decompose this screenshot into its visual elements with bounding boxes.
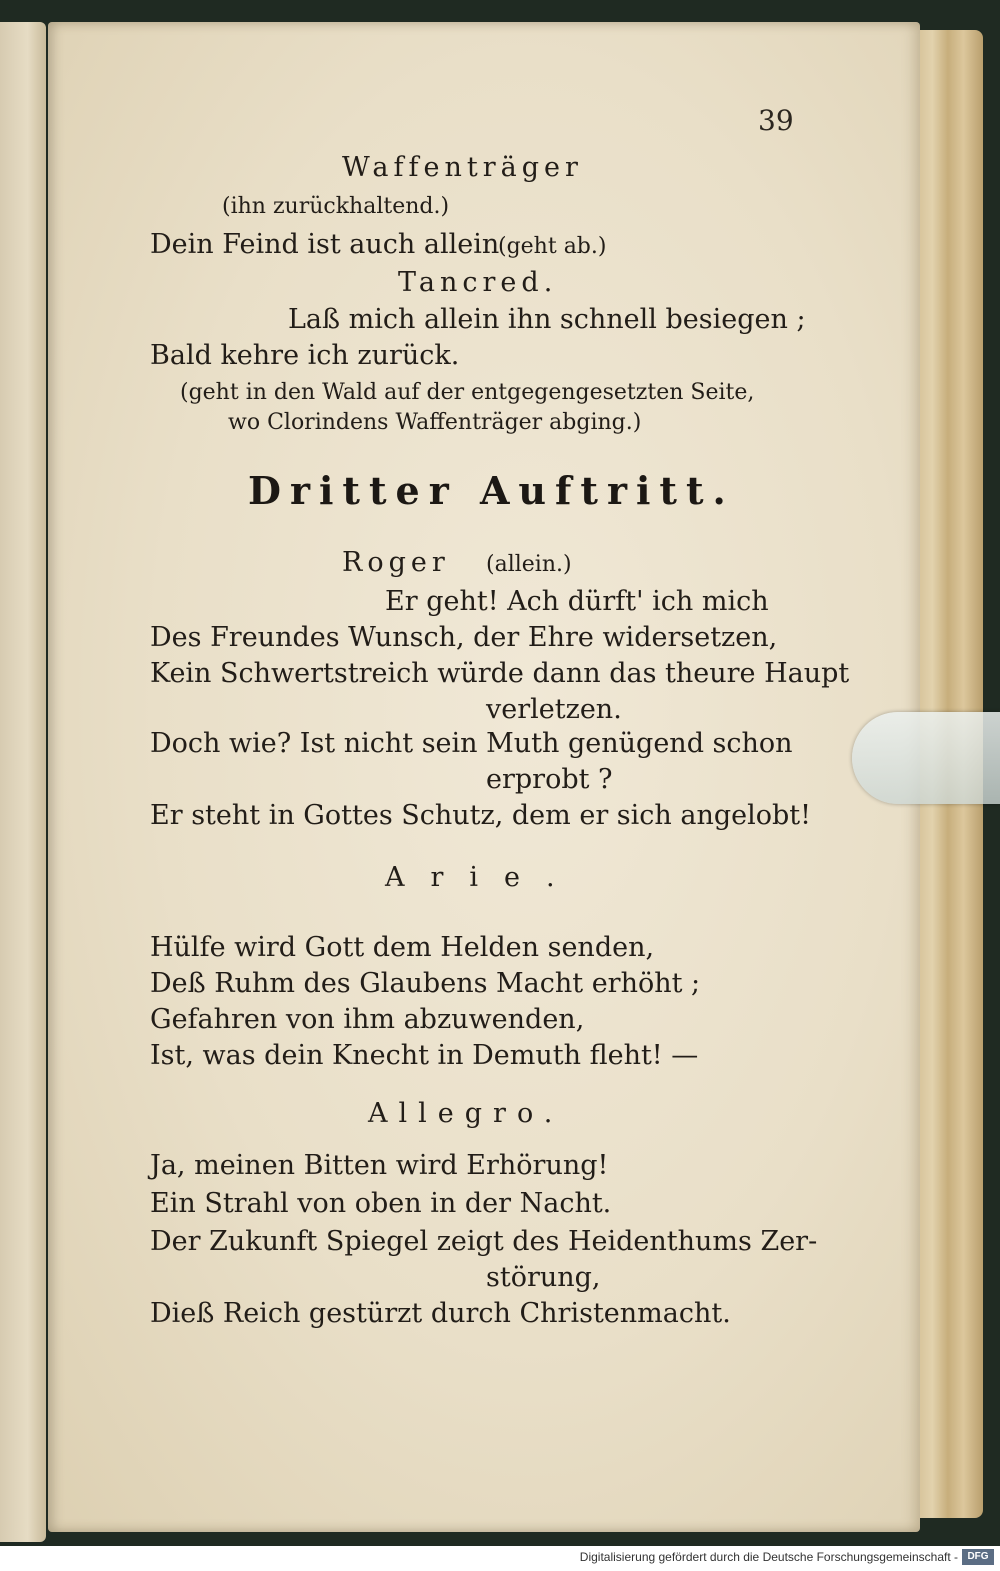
- heading-allegro: Allegro.: [368, 1098, 564, 1129]
- verse-lass-mich: Laß mich allein ihn schnell besiegen ;: [288, 304, 806, 335]
- verse-gefahren: Gefahren von ihm abzuwenden,: [150, 1004, 585, 1035]
- speaker-roger: Roger: [342, 547, 450, 578]
- verse-ist-was: Ist, was dein Knecht in Demuth fleht! —: [150, 1040, 699, 1071]
- verse-bald: Bald kehre ich zurück.: [150, 340, 460, 371]
- page-number: 39: [758, 104, 794, 137]
- heading-arie: Arie.: [385, 862, 581, 893]
- verse-der-zukunft: Der Zukunft Spiegel zeigt des Heidenthums Zer-: [150, 1226, 818, 1257]
- scene-heading: Dritter Auftritt.: [248, 468, 735, 513]
- verse-diess-reich: Dieß Reich gestürzt durch Christenmacht.: [150, 1298, 731, 1329]
- stage-direction-wald-1: (geht in den Wald auf der entgegengesetzten Seite,: [180, 380, 755, 405]
- stage-direction-geht-ab: (geht ab.): [498, 234, 607, 259]
- footer-credit: Digitalisierung gefördert durch die Deutsche Forschungsgemeinschaft -: [579, 1550, 958, 1564]
- verse-des-freundes: Des Freundes Wunsch, der Ehre widersetzen,: [150, 622, 778, 653]
- verse-verletzen: verletzen.: [486, 694, 622, 725]
- speaker-waffentraeger: Waffenträger: [342, 152, 583, 183]
- verse-doch-wie: Doch wie? Ist nicht sein Muth genügend schon: [150, 728, 793, 759]
- verse-kein-schwertstreich: Kein Schwertstreich würde dann das theure Haupt: [150, 658, 850, 689]
- verse-ein-strahl: Ein Strahl von oben in der Nacht.: [150, 1188, 612, 1219]
- stage-direction-allein: (allein.): [486, 552, 572, 577]
- page-tab-marker: [852, 712, 1000, 804]
- verse-er-geht: Er geht! Ach dürft' ich mich: [385, 586, 769, 617]
- verse-dess-ruhm: Deß Ruhm des Glaubens Macht erhöht ;: [150, 968, 701, 999]
- verse-ja-meinen: Ja, meinen Bitten wird Erhörung!: [150, 1150, 609, 1181]
- speaker-tancred: Tancred.: [398, 267, 558, 298]
- stage-direction-wald-2: wo Clorindens Waffenträger abging.): [228, 410, 642, 435]
- previous-page-edge: [0, 22, 46, 1542]
- dfg-logo-icon: DFG: [962, 1549, 994, 1565]
- verse-erprobt: erprobt ?: [486, 764, 613, 795]
- verse-dein-feind: Dein Feind ist auch allein: [150, 229, 500, 260]
- verse-huelfe: Hülfe wird Gott dem Helden senden,: [150, 932, 655, 963]
- verse-stoerung: störung,: [486, 1262, 601, 1293]
- stage-direction-zurueckhaltend: (ihn zurückhaltend.): [222, 194, 450, 219]
- verse-er-steht: Er steht in Gottes Schutz, dem er sich angelobt!: [150, 800, 812, 831]
